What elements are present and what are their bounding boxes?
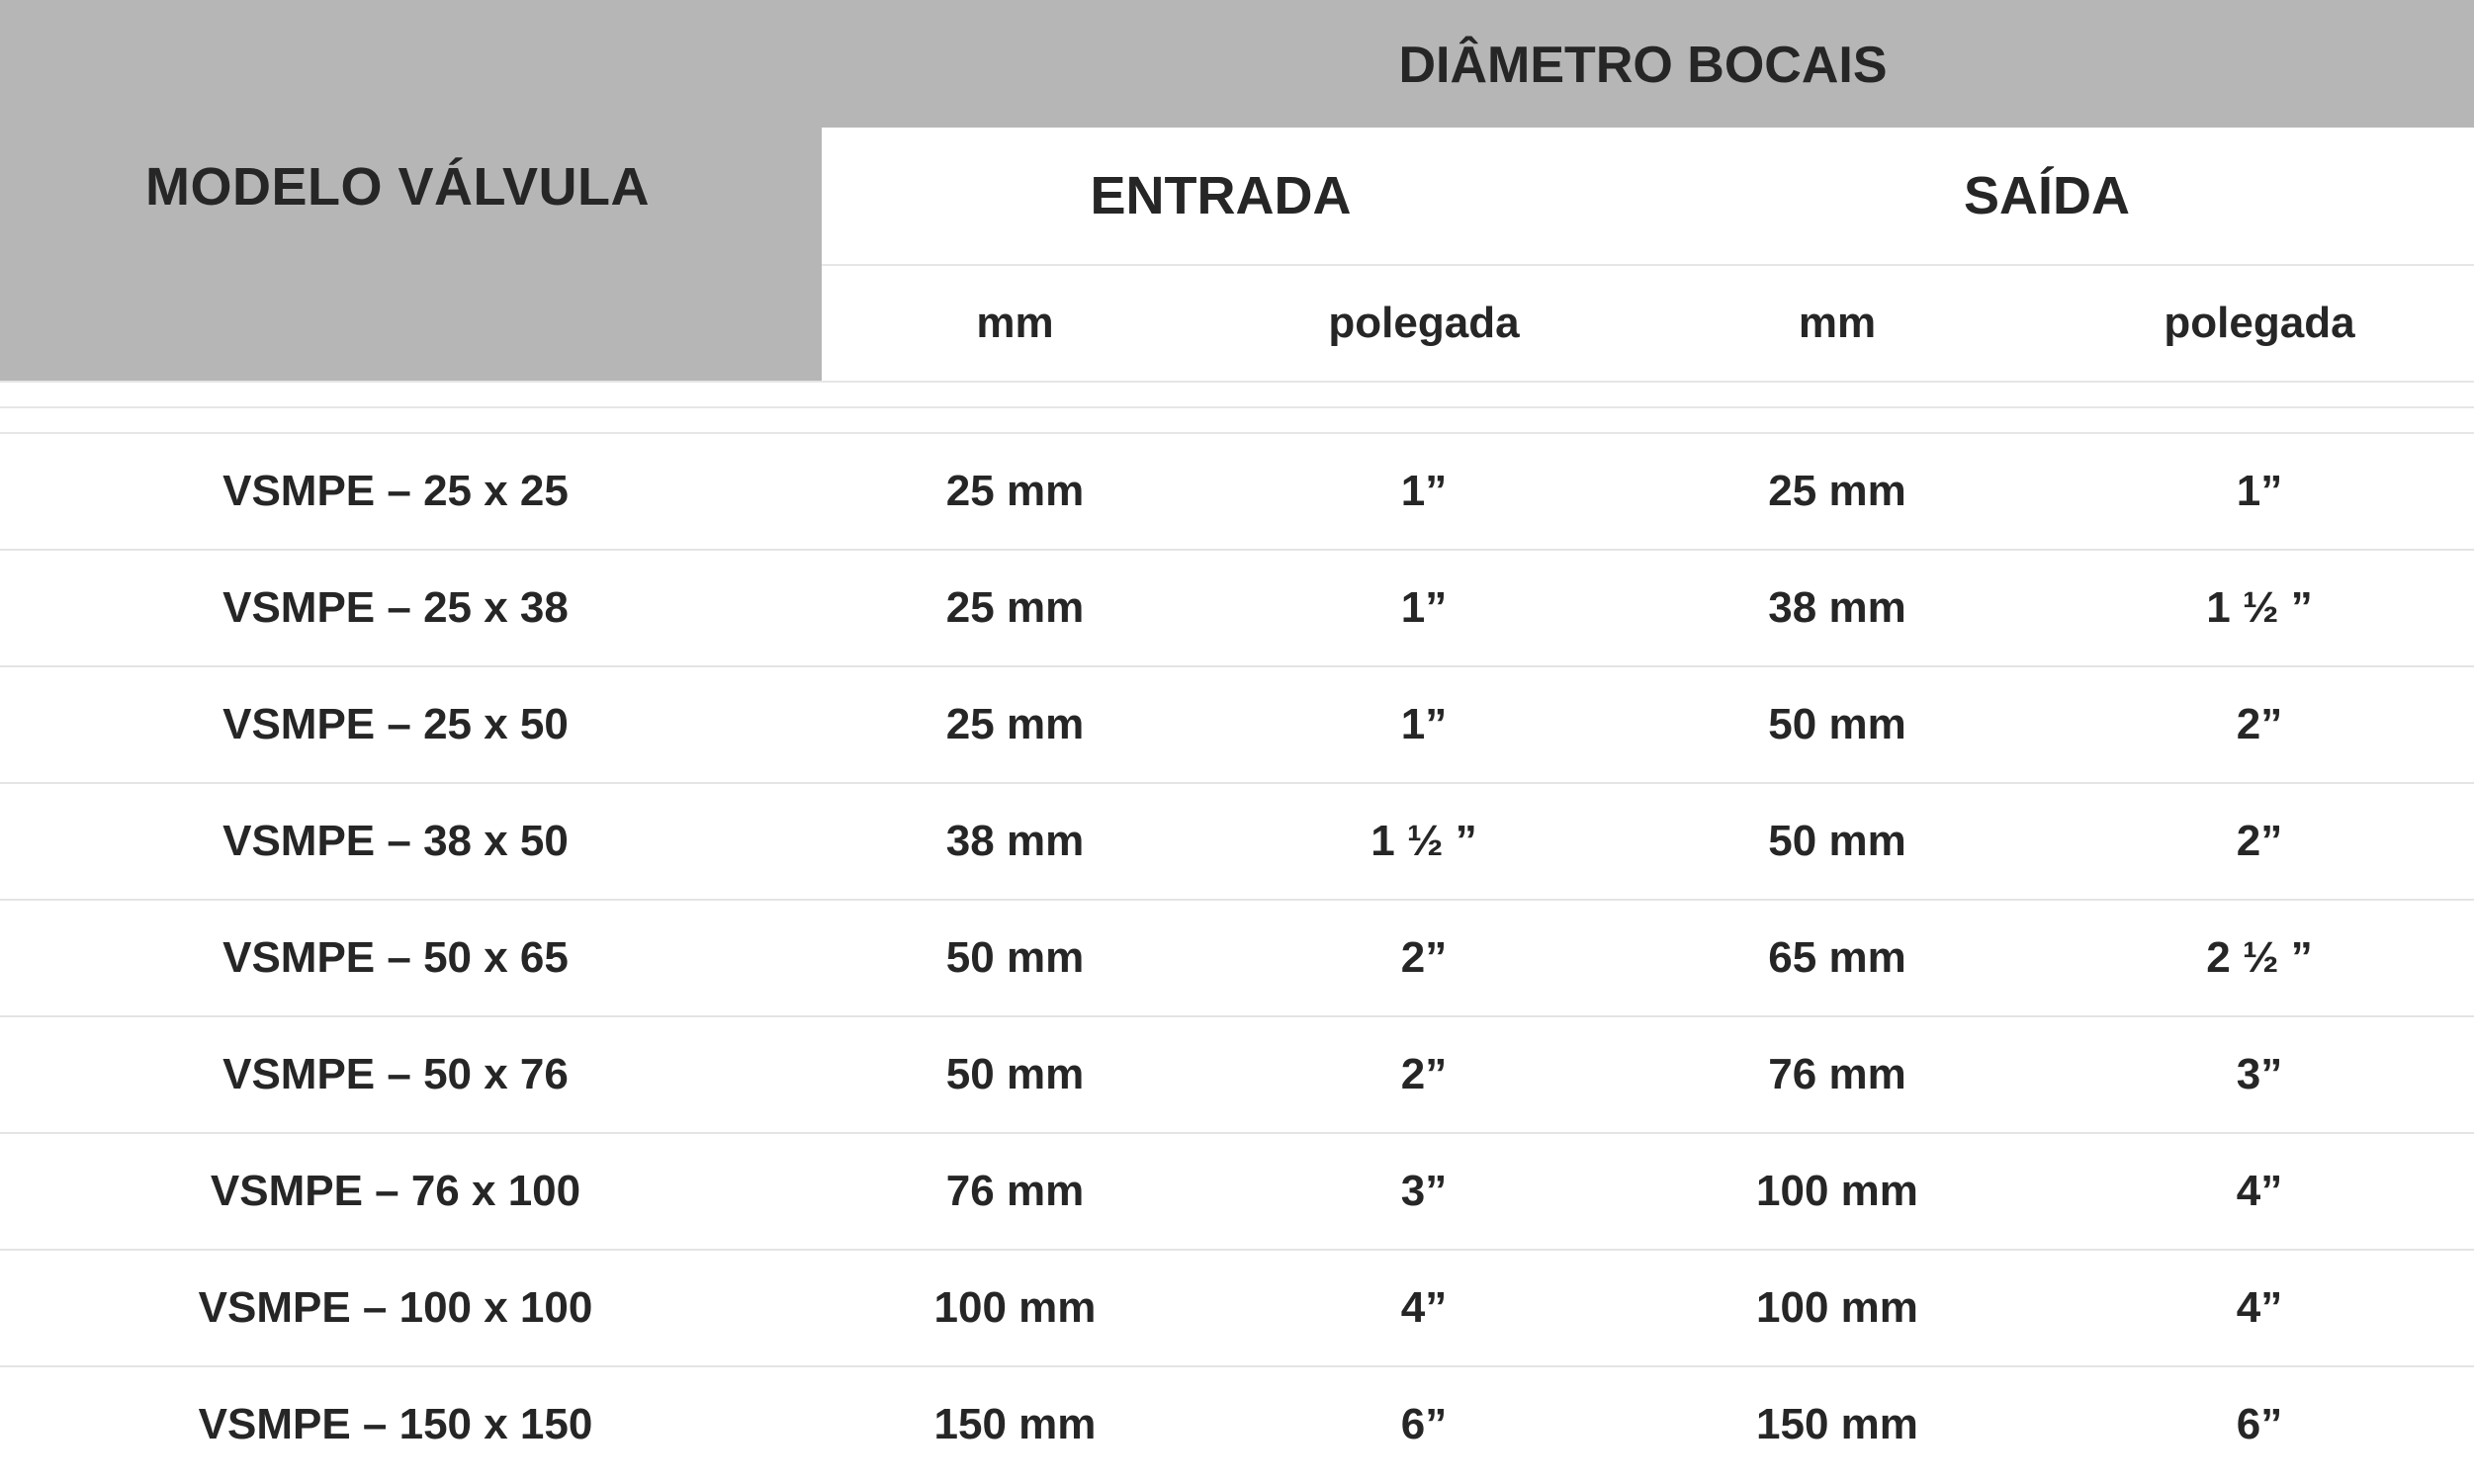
saida-polegada-cell: 4” (2236, 1167, 2283, 1215)
header-model-label: MODELO VÁLVULA (145, 157, 650, 217)
model-cell: VSMPE – 38 x 50 (222, 817, 569, 865)
entrada-polegada-cell: 1 ½ ” (1370, 817, 1477, 865)
model-cell: VSMPE – 50 x 76 (222, 1050, 569, 1098)
entrada-mm-cell: 100 mm (933, 1283, 1097, 1332)
header-diameter-label: DIÂMETRO BOCAIS (1398, 37, 1888, 94)
saida-mm-cell: 50 mm (1768, 817, 1906, 865)
header-unit-saida-mm: mm (1798, 299, 1877, 347)
saida-polegada-cell: 2” (2236, 700, 2283, 748)
header-bottom-divider (0, 381, 2474, 383)
entrada-polegada-cell: 1” (1400, 583, 1448, 632)
saida-mm-cell: 76 mm (1768, 1050, 1906, 1098)
header-entrada: ENTRADA (1090, 166, 1352, 225)
entrada-mm-cell: 50 mm (945, 933, 1085, 982)
entrada-mm-cell: 50 mm (945, 1050, 1085, 1098)
header-unit-entrada-mm: mm (976, 299, 1054, 347)
spacer-divider (0, 406, 2474, 408)
header-unit-saida-polegada: polegada (2164, 299, 2355, 347)
saida-mm-cell: 150 mm (1756, 1400, 1918, 1448)
header-diameter-cell (822, 0, 2474, 128)
entrada-polegada-cell: 4” (1400, 1283, 1448, 1332)
entrada-mm-cell: 38 mm (945, 817, 1085, 865)
entrada-mm-cell: 150 mm (933, 1400, 1097, 1448)
entrada-mm-cell: 25 mm (945, 467, 1085, 515)
entrada-polegada-cell: 1” (1400, 700, 1448, 748)
entrada-polegada-cell: 2” (1400, 1050, 1448, 1098)
table-row (0, 1134, 2474, 1251)
saida-mm-cell: 50 mm (1768, 700, 1906, 748)
saida-polegada-cell: 2” (2236, 817, 2283, 865)
saida-polegada-cell: 1 ½ ” (2206, 583, 2313, 632)
table-row (0, 1017, 2474, 1134)
table-row (0, 784, 2474, 901)
saida-mm-cell: 38 mm (1768, 583, 1906, 632)
saida-polegada-cell: 6” (2236, 1400, 2283, 1448)
entrada-mm-cell: 76 mm (945, 1167, 1085, 1215)
table-row (0, 1251, 2474, 1367)
table-row (0, 667, 2474, 784)
saida-polegada-cell: 3” (2236, 1050, 2283, 1098)
entrada-polegada-cell: 2” (1400, 933, 1448, 982)
saida-mm-cell: 65 mm (1768, 933, 1906, 982)
entrada-mm-cell: 25 mm (945, 583, 1085, 632)
entrada-polegada-cell: 3” (1400, 1167, 1448, 1215)
model-cell: VSMPE – 76 x 100 (210, 1167, 581, 1215)
entrada-mm-cell: 25 mm (945, 700, 1085, 748)
saida-mm-cell: 100 mm (1756, 1283, 1918, 1332)
model-cell: VSMPE – 50 x 65 (222, 933, 569, 982)
saida-polegada-cell: 4” (2236, 1283, 2283, 1332)
model-cell: VSMPE – 25 x 38 (222, 583, 569, 632)
table-row (0, 434, 2474, 551)
model-cell: VSMPE – 25 x 25 (222, 467, 569, 515)
header-unit-entrada-polegada: polegada (1328, 299, 1520, 347)
entrada-polegada-cell: 6” (1400, 1400, 1448, 1448)
table-row (0, 1367, 2474, 1484)
saida-mm-cell: 25 mm (1768, 467, 1906, 515)
table-row (0, 551, 2474, 667)
entrada-polegada-cell: 1” (1400, 467, 1448, 515)
model-cell: VSMPE – 25 x 50 (222, 700, 569, 748)
table-row (0, 901, 2474, 1017)
saida-mm-cell: 100 mm (1756, 1167, 1918, 1215)
header-saida: SAÍDA (1963, 166, 2130, 225)
header-model-cell (0, 0, 822, 381)
saida-polegada-cell: 1” (2236, 467, 2283, 515)
saida-polegada-cell: 2 ½ ” (2206, 933, 2313, 982)
model-cell: VSMPE – 100 x 100 (198, 1283, 593, 1332)
model-cell: VSMPE – 150 x 150 (198, 1400, 593, 1448)
